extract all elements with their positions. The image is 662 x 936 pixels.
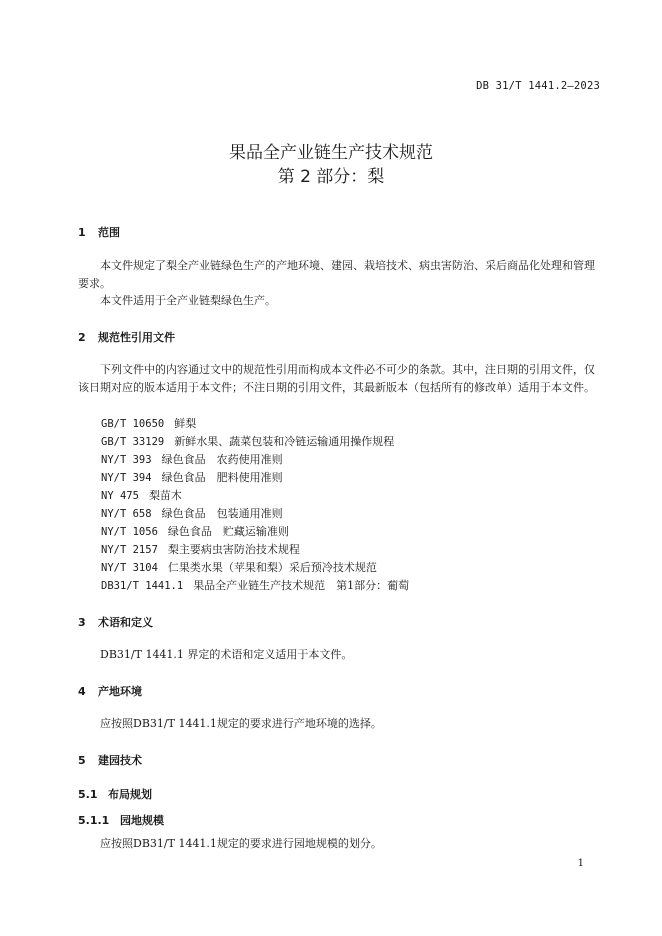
reference-item: GB/T 10650 鲜梨	[101, 417, 197, 430]
section-number: 5	[78, 754, 86, 767]
reference-item: NY/T 1056 绿色食品 贮藏运输准则	[101, 525, 289, 538]
section-5-1-heading	[78, 786, 152, 802]
section-title: 术语和定义	[98, 616, 153, 629]
section-number: 3	[78, 616, 86, 629]
reference-item: DB31/T 1441.1 果品全产业链生产技术规范 第1部分：葡萄	[101, 579, 410, 592]
section-4-heading	[78, 683, 142, 699]
reference-item: NY/T 393 绿色食品 农药使用准则	[101, 453, 283, 466]
page-number: 1	[577, 858, 584, 869]
document-subtitle: 第 2 部分：梨	[277, 167, 385, 187]
section-number: 5.1	[78, 788, 98, 801]
section-5-1-1-paragraph: 应按照DB31/T 1441.1规定的要求进行园地规模的划分。	[100, 837, 382, 850]
reference-item: NY 475 梨苗木	[101, 489, 182, 502]
section-title: 园地规模	[120, 814, 164, 827]
section-title: 规范性引用文件	[98, 331, 175, 344]
section-1-paragraph-2: 本文件适用于全产业链梨绿色生产。	[100, 294, 276, 307]
document-title: 果品全产业链生产技术规范	[229, 143, 433, 163]
section-2-heading	[78, 329, 175, 345]
section-3-paragraph: DB31/T 1441.1 界定的术语和定义适用于本文件。	[100, 648, 353, 661]
section-5-heading	[78, 752, 142, 768]
section-title: 布局规划	[108, 788, 152, 801]
section-number: 2	[78, 331, 86, 344]
section-4-paragraph: 应按照DB31/T 1441.1规定的要求进行产地环境的选择。	[100, 717, 382, 730]
section-title: 产地环境	[98, 685, 142, 698]
document-code: DB 31/T 1441.2—2023	[476, 80, 600, 92]
reference-item: NY/T 2157 梨主要病虫害防治技术规程	[101, 543, 300, 556]
section-3-heading	[78, 614, 153, 630]
section-1-heading	[78, 224, 120, 240]
section-title: 范围	[98, 226, 120, 239]
section-title: 建园技术	[98, 754, 142, 767]
reference-item: NY/T 658 绿色食品 包装通用准则	[101, 507, 283, 520]
section-5-1-1-heading	[78, 812, 164, 828]
section-2-intro: 下列文件中的内容通过文中的规范性引用而构成本文件必不可少的条款。其中，注日期的引用文件，仅该日期对应的版本适用于本文件；不注日期的引用文件，其最新版本（包括所有的修改单）适用于本文件。	[78, 363, 595, 394]
section-number: 4	[78, 685, 86, 698]
section-1-paragraph-1: 本文件规定了梨全产业链绿色生产的产地环境、建园、栽培技术、病虫害防治、采后商品化处理和管理要求。	[78, 259, 595, 290]
reference-item: NY/T 394 绿色食品 肥料使用准则	[101, 471, 283, 484]
reference-item: NY/T 3104 仁果类水果（苹果和梨）采后预冷技术规范	[101, 561, 377, 574]
section-number: 5.1.1	[78, 814, 110, 827]
reference-item: GB/T 33129 新鲜水果、蔬菜包装和冷链运输通用操作规程	[101, 435, 395, 448]
section-number: 1	[78, 226, 86, 239]
